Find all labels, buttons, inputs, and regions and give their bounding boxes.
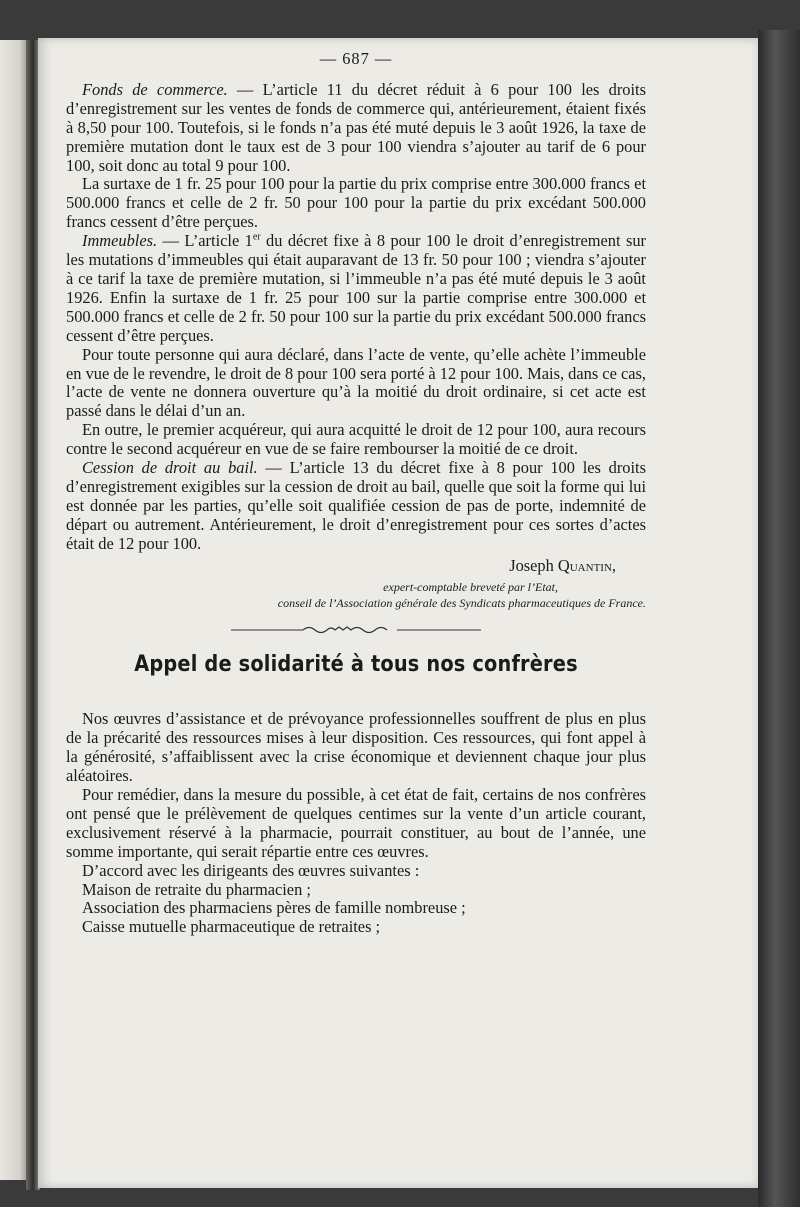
immeubles-text-a: — L’article 1 bbox=[157, 231, 253, 251]
ordinal-superscript: er bbox=[252, 231, 261, 243]
section-title-cession: Cession de droit au bail. bbox=[82, 458, 258, 478]
cession-paragraph bbox=[66, 459, 646, 554]
page-content bbox=[66, 50, 646, 937]
revente-paragraph: Pour toute personne qui aura déclaré, dans l’acte de vente, qu’elle achète l’immeuble en vue de le revendre, le droit de 8 pour 100 sera porté à 12 pour 100. Mais, dans ce cas, l’acte de vente ne donnera ouverture qu’à la moitié du droit ordinaire, si cet acte est passé dans le délai d’un an. bbox=[66, 344, 646, 421]
section-title-immeubles: Immeubles. bbox=[82, 231, 158, 251]
ornamental-divider bbox=[66, 625, 646, 635]
immeubles-paragraph bbox=[66, 232, 646, 345]
page-number: — 687 — bbox=[319, 49, 393, 68]
fonds-text: — L’article 11 du décret réduit à 6 pour 100 les droits d’enregistrement sur les ventes de fonds de commerce qui, antérieurement, étaient fixés à 8,50 pour 100. Toutefois, si le fonds n’a pas été muté depuis le 3 août 1926, la taxe de première mutation dont le taux est de 3 pour 100 viendra s’ajouter au tarif de 6 pour 100, soit donc au total 9 pour 100. bbox=[66, 79, 646, 175]
appeal-paragraph-2: Pour remédier, dans la mesure du possible, à cet état de fait, certains de nos confrères ont pensé que le prélèvement de quelques centimes sur la vente d’un article courant, exclusivement réservé à la pharmacie, pourrait constituer, au bout de l’année, une somme importante, qui serait répartie entre ces œuvres. bbox=[66, 785, 646, 861]
acquereur-paragraph: En outre, le premier acquéreur, qui aura acquitté le droit de 12 pour 100, aura recours contre le second acquéreur en vue de se faire rembourser la moitié de ce droit. bbox=[66, 420, 646, 459]
surtaxe-paragraph: La surtaxe de 1 fr. 25 pour 100 pour la partie du prix comprise entre 300.000 francs et 500.000 francs et celle de 2 fr. 50 pour 100 pour la partie du prix excédant 500.000 francs cessent d’être perçues. bbox=[66, 174, 646, 232]
scan-background bbox=[758, 30, 800, 1207]
fonds-de-commerce-paragraph bbox=[66, 81, 646, 176]
adjacent-page-edge bbox=[0, 40, 28, 1180]
appeal-paragraph-3: D’accord avec les dirigeants des œuvres suivantes : bbox=[82, 860, 420, 880]
ornament-flourish-icon bbox=[231, 625, 481, 635]
signature-title: expert-comptable breveté par l’Etat, bbox=[383, 580, 558, 595]
list-item: Caisse mutuelle pharmaceutique de retraites ; bbox=[82, 917, 381, 937]
appeal-paragraph-1: Nos œuvres d’assistance et de prévoyance professionnelles souffrent de plus en plus de la précarité des ressources mises à leur disposition. Ces ressources, qui font appel à la générosité, s’affaiblissent avec la crise économique et deviennent chaque jour plus aléatoires. bbox=[66, 709, 646, 786]
signature-name bbox=[66, 557, 646, 576]
appeal-heading: Appel de solidarité à tous nos confrères bbox=[134, 651, 578, 678]
list-item: Maison de retraite du pharmacien ; bbox=[82, 879, 311, 899]
signature-last-name: Quantin, bbox=[557, 555, 616, 575]
signature-affiliation: conseil de l’Association générale des Syndicats pharmaceutiques de France. bbox=[277, 596, 646, 611]
section-title-fonds: Fonds de commerce. bbox=[82, 79, 228, 99]
cession-text: — L’article 13 du décret fixe à 8 pour 100 les droits d’enregistrement exigibles sur la cession de droit au bail, quelle que soit la forme qui lui est donnée par les parties, qu’elle soit qualifiée cession de pas de porte, indemnité de départ ou autrement. Antérieurement, le droit d’enregistrement pour ces sortes d’actes était de 12 pour 100. bbox=[66, 458, 646, 553]
signature-first-name: Joseph bbox=[509, 555, 558, 575]
list-item: Association des pharmaciens pères de famille nombreuse ; bbox=[82, 898, 466, 918]
immeubles-text-b: du décret fixe à 8 pour 100 le droit d’enregistrement sur les mutations d’immeubles qui était auparavant de 13 fr. 50 pour 100 ; viendra s’ajouter à ce tarif la taxe de première mutation, si l’immeuble n’a pas été muté depuis le 3 août 1926. Enfin la surtaxe de 1 fr. 25 pour 100 sur la partie comprise entre 300.000 et 500.000 francs et celle de 2 fr. 50 pour 100 sur la partie du prix excédant 500.000 francs cessent d’être perçues. bbox=[66, 231, 646, 345]
